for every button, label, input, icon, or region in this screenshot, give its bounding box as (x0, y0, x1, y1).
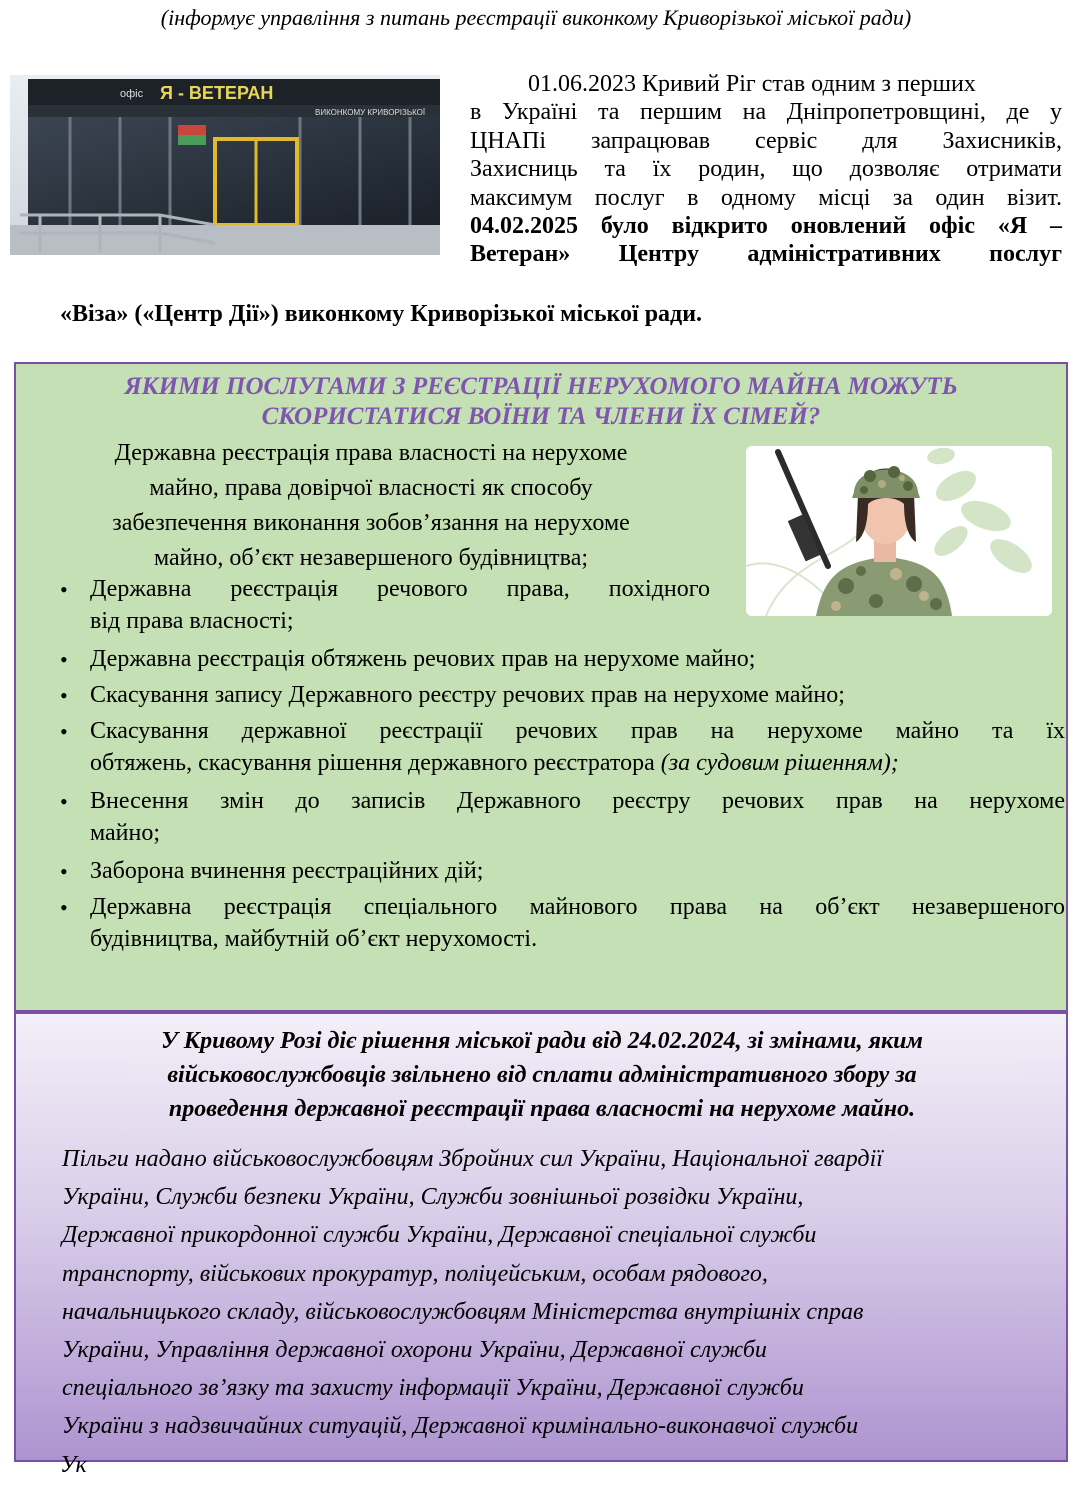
service-item (90, 574, 710, 637)
benefits-line: Пільги надано військовослужбовцям Збройних сил України, Національної гвардії (62, 1146, 883, 1172)
benefits-line: України, Управління державної охорони України, Державної служби (62, 1337, 767, 1364)
intro-line: ЦНАПі запрацював сервіс для Захисників, (470, 127, 1062, 154)
veteran-office-photo (10, 75, 440, 255)
service-item (90, 786, 1065, 849)
intro-line-bold: «Віза» («Центр Дії») виконкому Криворізької міської ради. (60, 301, 703, 327)
service-item-line: • Заборона вчинення реєстраційних дій; (90, 858, 484, 884)
benefits-line: начальницького складу, військовослужбовцям Міністерства внутрішніх справ (62, 1298, 864, 1325)
lead-line: майно, об’єкт незавершеного будівництва; (153, 545, 589, 571)
service-item (90, 892, 1065, 955)
intro-line-bold: Ветеран» Центру адміністративних послуг (470, 241, 1062, 268)
exemption-title-line: У Кривому Розі діє рішення міської ради від 24.02.2024, зі змінами, яким (161, 1028, 923, 1054)
service-item-line: • Державна реєстрація обтяжень речових прав на нерухоме майно; (90, 646, 756, 672)
service-item-line: будівництва, майбутній об’єкт нерухомості. (90, 925, 538, 952)
benefits-line: Ук (60, 1452, 87, 1478)
office-photo-svg (10, 75, 440, 255)
services-lead (46, 436, 696, 576)
benefits-paragraph (62, 1140, 1072, 1446)
benefits-line: України з надзвичайних ситуацій, Державної кримінально-виконавчої служби (62, 1413, 859, 1440)
benefits-line: Державної прикордонної служби України, Державної спеціальної служби (62, 1222, 817, 1249)
intro-line-text: 01.06.2023 Кривий Ріг став одним з перших (528, 71, 976, 97)
soldier-illustration (746, 446, 1052, 616)
service-item-line: • Скасування державної реєстрації речових прав на нерухоме майно та їх (90, 718, 1065, 744)
service-item-line: • Внесення змін до записів Державного реєстру речових прав на нерухоме (90, 788, 1065, 814)
services-box (14, 362, 1068, 1012)
intro-paragraph (470, 70, 1062, 269)
service-item-text: обтяжень, скасування рішення державного реєстратора (90, 749, 661, 776)
service-item (90, 680, 1065, 712)
exemption-title-line: проведення державної реєстрації права власності на нерухоме майно. (168, 1096, 916, 1122)
intro-line-bold: 04.02.2025 було відкрито оновлений офіс «Я – (470, 213, 1062, 240)
office-sign-sub: ВИКОНКОМУ КРИВОРІЗЬКОЇ (315, 108, 426, 117)
lead-line: Державна реєстрація права власності на нерухоме (114, 440, 628, 466)
soldier-svg (746, 446, 1052, 616)
office-sign: Я - ВЕТЕРАН (160, 83, 274, 103)
service-item-line: • Державна реєстрація речового права, похідного (90, 576, 710, 602)
intro-line: максимум послуг в одному місці за один візит. (470, 184, 1062, 211)
intro-line: Захисниць та їх родин, що дозволяє отримати (470, 156, 1062, 183)
exemption-title-line: військовослужбовців звільнено від сплати адміністративного збору за (167, 1062, 917, 1088)
service-item (90, 716, 1065, 779)
service-item-line: • Державна реєстрація спеціального майнового права на об’єкт незавершеного (90, 894, 1065, 920)
intro-line (470, 70, 1062, 98)
service-item-line (90, 748, 1065, 780)
service-item-line: • Скасування запису Державного реєстру речових прав на нерухоме майно; (90, 682, 845, 708)
services-title-line: ЯКИМИ ПОСЛУГАМИ З РЕЄСТРАЦІЇ НЕРУХОМОГО МАЙНА МОЖУТЬ (124, 373, 958, 400)
service-item-line: від права власності; (90, 607, 294, 634)
service-item-note: (за судовим рішенням); (660, 749, 899, 776)
services-title (16, 372, 1066, 432)
service-item (90, 856, 1065, 888)
lead-line: майно, права довірчої власності як способу (149, 475, 593, 501)
service-item (90, 644, 1065, 676)
benefits-line: України, Служби безпеки України, Служби зовнішньої розвідки України, (62, 1184, 804, 1211)
exemption-box (14, 1012, 1068, 1462)
exemption-title (36, 1024, 1048, 1126)
services-title-line: СКОРИСТАТИСЯ ВОЇНИ ТА ЧЛЕНИ ЇХ СІМЕЙ? (261, 403, 821, 430)
header-note: (інформує управління з питань реєстрації виконкому Криворізької міської ради) (160, 5, 912, 30)
intro-line: в Україні та першим на Дніпропетровщині, де у (470, 99, 1062, 126)
office-sign-prefix: офіс (120, 88, 144, 100)
benefits-line: спеціального зв’язку та захисту інформації України, Державної служби (62, 1375, 804, 1402)
benefits-line: транспорту, військових прокуратур, поліцейським, особам рядового, (62, 1260, 768, 1287)
service-item-line: майно; (90, 819, 161, 846)
lead-line: забезпечення виконання зобов’язання на нерухоме (112, 510, 630, 536)
